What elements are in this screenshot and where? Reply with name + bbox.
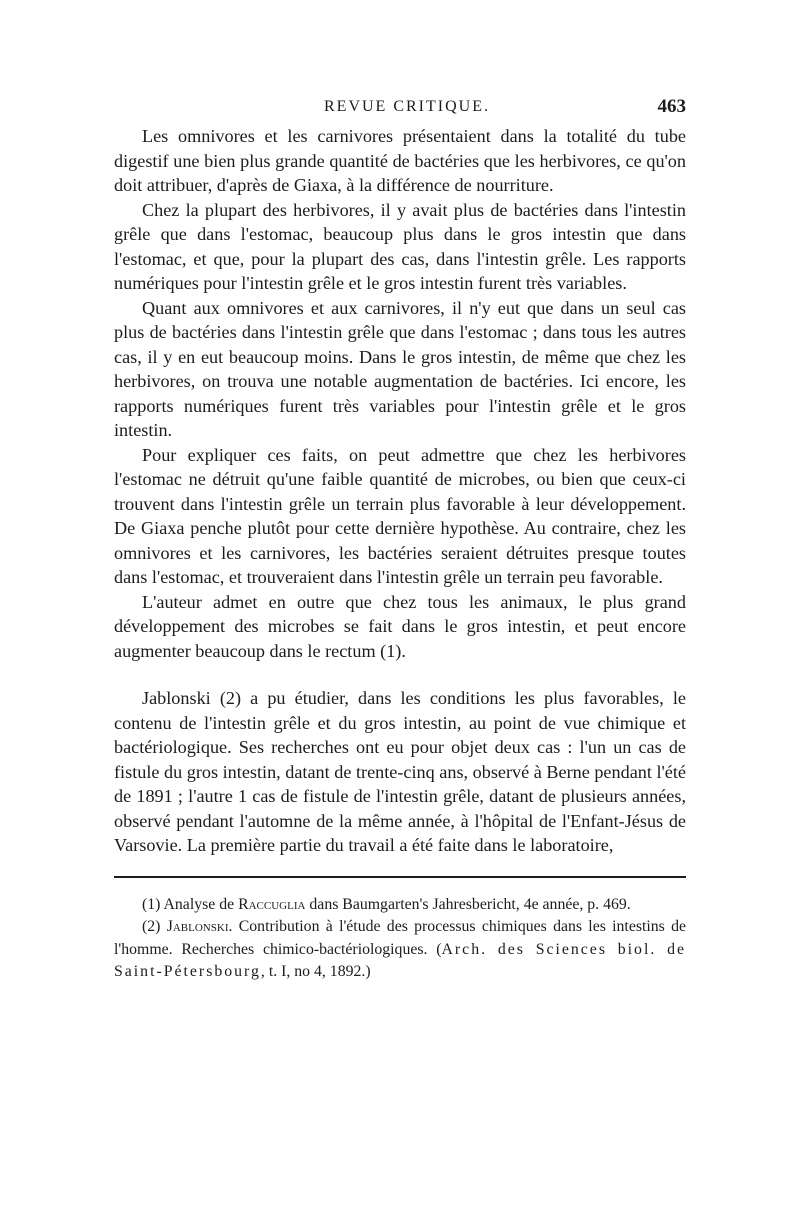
footnotes bbox=[114, 894, 686, 984]
footnote-text: Analyse de bbox=[163, 895, 235, 913]
journal-title: Arch. des Sciences biol. de Saint-Pétersbourg bbox=[114, 940, 686, 980]
footnote-text: dans Baumgarten's Jahresbericht, 4e année, p. 469. bbox=[309, 895, 631, 913]
author-name: Raccuglia bbox=[238, 895, 306, 913]
paragraph: Quant aux omnivores et aux carnivores, il n'y eut que dans un seul cas plus de bactéries dans l'intestin grêle que dans l'estomac ; dans tous les autres cas, il y en eut beaucoup moins. Dans le gros intestin, de même que chez les herbivores, on trouva une notable augmentation de bactéries. Ici encore, les rapports numériques furent très variables pour l'intestin grêle et le gros intestin. bbox=[114, 297, 686, 440]
page-header bbox=[114, 94, 686, 124]
footnote-text: , t. I, no 4, 1892.) bbox=[260, 963, 371, 980]
paragraph: Jablonski (2) a pu étudier, dans les conditions les plus favorables, le contenu de l'intestin grêle et du gros intestin, au point de vue chimique et bactériologique. Ses recherches ont eu pour objet deux cas : l'un un cas de fistule du gros intestin, datant de trente-cinq ans, observé à Berne pendant l'été de 1891 ; l'autre 1 cas de fistule de l'intestin grêle, datant de plusieurs années, observé pendant l'automne de la même année, à l'hôpital de l'Enfant-Jésus de Varsovie. La première partie du travail a été faite dans le laboratoire, bbox=[114, 688, 686, 855]
author-name: Jablonski. bbox=[166, 918, 233, 935]
footnote-marker: (2) bbox=[142, 918, 161, 935]
body-text bbox=[114, 124, 686, 858]
page-number: 463 bbox=[657, 96, 686, 117]
section-break bbox=[114, 663, 686, 686]
book-page bbox=[114, 94, 686, 984]
footnote-text: Contribution à l'étude des processus chimiques dans les intestins de l'homme. Recherches chimico-bactériologiques. ( bbox=[114, 918, 686, 958]
running-title: REVUE CRITIQUE. bbox=[324, 98, 490, 115]
paragraph: Les omnivores et les carnivores présentaient dans la totalité du tube digestif une bien plus grande quantité de bactéries que les herbivores, ce qu'on doit attribuer, d'après de Giaxa, à la différence de nourriture. bbox=[114, 126, 686, 195]
paragraph: Pour expliquer ces faits, on peut admettre que chez les herbivores l'estomac ne détruit qu'une faible quantité de microbes, ou bien que ceux-ci trouvent dans l'intestin grêle un terrain plus favorable à leur développement. De Giaxa penche plutôt pour cette dernière hypothèse. Au contraire, chez les omnivores et les carnivores, les bactéries seraient détruites presque toutes dans l'estomac, et trouveraient dans l'intestin grêle un terrain peu favorable. bbox=[114, 444, 686, 587]
footnote-rule bbox=[114, 876, 686, 878]
paragraph: L'auteur admet en outre que chez tous les animaux, le plus grand développement des microbes se fait dans le gros intestin, et peut encore augmenter beaucoup dans le rectum (1). bbox=[114, 591, 686, 661]
footnote-2 bbox=[114, 916, 686, 984]
footnote-marker: (1) bbox=[142, 895, 161, 913]
footnote-1 bbox=[114, 894, 686, 917]
paragraph: Chez la plupart des herbivores, il y avait plus de bactéries dans l'intestin grêle que dans l'estomac, beaucoup plus dans le gros intestin que dans l'estomac, et que, pour la plupart des cas, dans l'intestin grêle. Les rapports numériques pour l'intestin grêle et le gros intestin furent très variables. bbox=[114, 199, 686, 293]
